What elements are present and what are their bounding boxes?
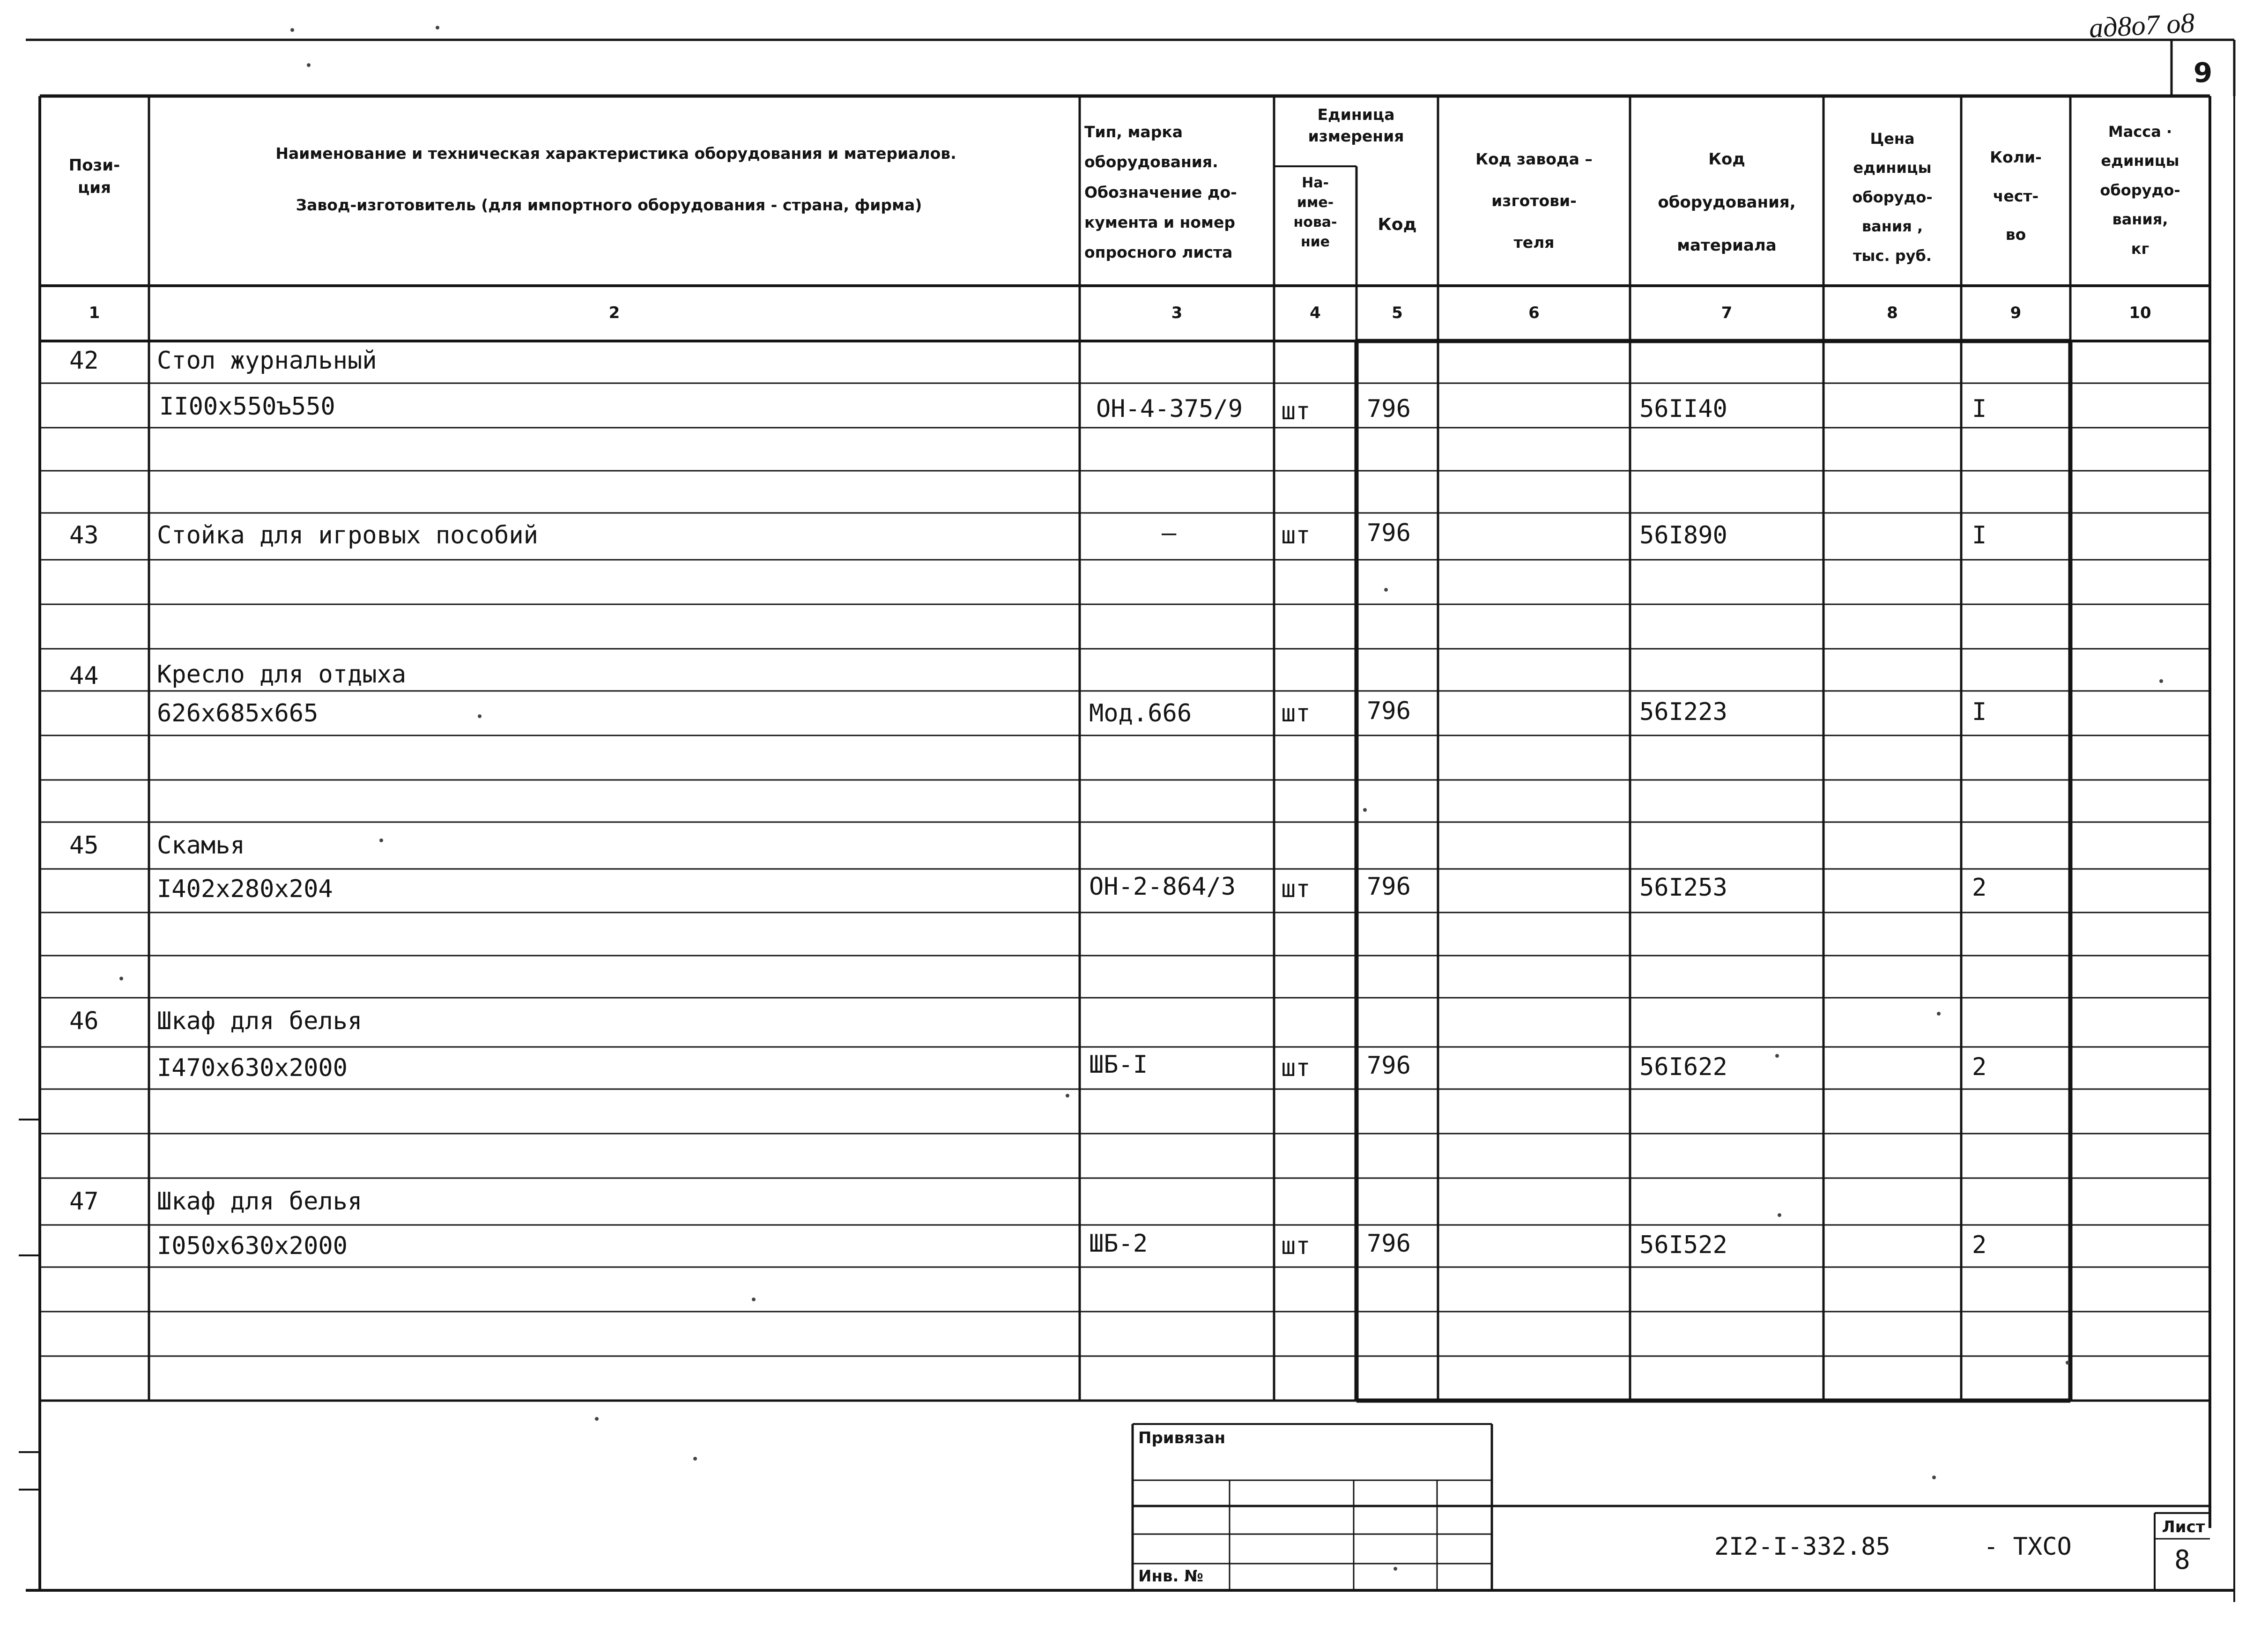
row-item-material-code: 56I223 [1639, 698, 1727, 726]
scan-speck [478, 714, 482, 718]
row-item-size: I402x280x204 [157, 875, 333, 903]
scan-speck [119, 977, 123, 980]
row-position: 46 [69, 1007, 99, 1035]
row-position: 42 [69, 347, 99, 375]
row-item-code: 796 [1367, 1230, 1411, 1258]
column-number-5: 5 [1392, 304, 1403, 322]
row-item-unit: шт [1281, 397, 1311, 425]
column-number-2: 2 [608, 304, 620, 322]
row-item-name: Скамья [157, 831, 245, 860]
row-item-name: Стол журнальный [157, 347, 377, 375]
row-item-size: 626x685x665 [157, 699, 319, 727]
row-item-material-code: 56I522 [1639, 1231, 1727, 1259]
row-position: 44 [69, 662, 99, 690]
row-item-name: Шкаф для белья [157, 1007, 363, 1035]
header-type: Тип, марка оборудования. Обозначение до- кумента и номер опросного листа [1084, 123, 1237, 262]
column-number-6: 6 [1528, 304, 1540, 322]
row-item-size: I470x630x2000 [157, 1054, 348, 1082]
row-position: 45 [69, 831, 99, 860]
column-number-10: 10 [2129, 304, 2151, 322]
row-item-type: ШБ-I [1089, 1051, 1148, 1079]
row-item-name: Стойка для игровых пособий [157, 521, 538, 549]
scan-speck [1775, 1054, 1779, 1058]
row-item-code: 796 [1367, 395, 1411, 423]
row-item-type: ОН-2-864/3 [1089, 873, 1236, 901]
scan-speck [1363, 808, 1367, 812]
row-item-unit: шт [1281, 1054, 1311, 1082]
column-number-3: 3 [1171, 304, 1183, 322]
row-item-material-code: 56II40 [1639, 395, 1727, 423]
row-item-material-code: 56I622 [1639, 1053, 1727, 1081]
scan-speck [1393, 1567, 1397, 1571]
row-item-unit: шт [1281, 521, 1311, 549]
header-price: Цена единицы оборудо- вания , тыс. руб. [1852, 130, 1933, 265]
scan-speck [1778, 1213, 1781, 1217]
header-unit-code: Код [1378, 215, 1417, 234]
header-unit-name: На- име- нова- ние [1293, 175, 1337, 250]
scan-speck [379, 838, 383, 842]
row-item-quantity: 2 [1972, 1053, 1987, 1081]
header-name-line1: Наименование и техническая характеристика оборудования и материалов. [275, 144, 956, 163]
row-item-code: 796 [1367, 697, 1411, 725]
scan-speck [693, 1457, 697, 1461]
header-factory-code: Код завода – изготови- теля [1475, 150, 1593, 252]
scan-speck [752, 1298, 756, 1301]
row-item-size: I050x630x2000 [157, 1232, 348, 1260]
scan-speck [1937, 1012, 1941, 1016]
row-item-quantity: I [1972, 521, 1987, 549]
scan-speck [595, 1417, 599, 1421]
row-item-quantity: I [1972, 395, 1987, 423]
scan-speck [2159, 679, 2163, 683]
stamp-doc-designation: 2I2-I-332.85 [1714, 1533, 1890, 1561]
row-item-name: Шкаф для белья [157, 1187, 363, 1216]
row-item-unit: шт [1281, 699, 1311, 727]
row-item-unit: шт [1281, 875, 1311, 903]
header-material-code: Код оборудования, материала [1658, 150, 1796, 255]
row-item-unit: шт [1281, 1232, 1311, 1260]
row-item-name: Кресло для отдыха [157, 660, 407, 689]
row-item-code: 796 [1367, 1052, 1411, 1080]
row-item-material-code: 56I253 [1639, 874, 1727, 902]
row-position: 47 [69, 1187, 99, 1216]
row-item-quantity: 2 [1972, 874, 1987, 902]
header-unit-group: Единица измерения [1308, 105, 1404, 146]
row-position: 43 [69, 521, 99, 549]
header-name-line2: Завод-изготовитель (для импортного оборудования - страна, фирма) [296, 196, 922, 214]
row-item-quantity: 2 [1972, 1231, 1987, 1259]
row-item-material-code: 56I890 [1639, 521, 1727, 549]
row-item-type: ШБ-2 [1089, 1230, 1148, 1258]
header-quantity: Коли- чест- во [1990, 148, 2042, 244]
row-item-type: – [1162, 519, 1177, 547]
column-number-8: 8 [1887, 304, 1898, 322]
column-number-9: 9 [2010, 304, 2022, 322]
column-number-7: 7 [1721, 304, 1733, 322]
scan-speck [436, 26, 439, 30]
scan-speck [2066, 1361, 2069, 1365]
stamp-doc-suffix: - ТХСО [1984, 1533, 2072, 1561]
row-item-quantity: I [1972, 698, 1987, 726]
scan-speck [290, 28, 294, 32]
column-number-4: 4 [1310, 304, 1321, 322]
row-item-code: 796 [1367, 873, 1411, 901]
scan-speck [1932, 1476, 1936, 1479]
column-number-1: 1 [89, 304, 100, 322]
row-item-code: 796 [1367, 519, 1411, 547]
header-position: Пози- ция [68, 156, 120, 197]
stamp-inventory-label: Инв. № [1138, 1567, 1204, 1586]
row-item-size: II00x550ъ550 [159, 393, 335, 421]
corner-doc-code: ад8о7 о8 [2088, 7, 2195, 44]
header-mass: Масса · единицы оборудо- вания, кг [2100, 123, 2180, 258]
corner-sheet-number: 9 [2193, 57, 2213, 89]
row-item-type: ОН-4-375/9 [1096, 395, 1243, 423]
row-item-type: Мод.666 [1089, 699, 1192, 727]
stamp-sheet-value: 8 [2174, 1545, 2190, 1575]
scan-speck [1066, 1094, 1069, 1098]
scan-speck [1384, 588, 1388, 592]
scan-speck [307, 63, 311, 67]
stamp-bound-label: Привязан [1138, 1429, 1226, 1447]
stamp-sheet-label: Лист [2162, 1518, 2205, 1536]
